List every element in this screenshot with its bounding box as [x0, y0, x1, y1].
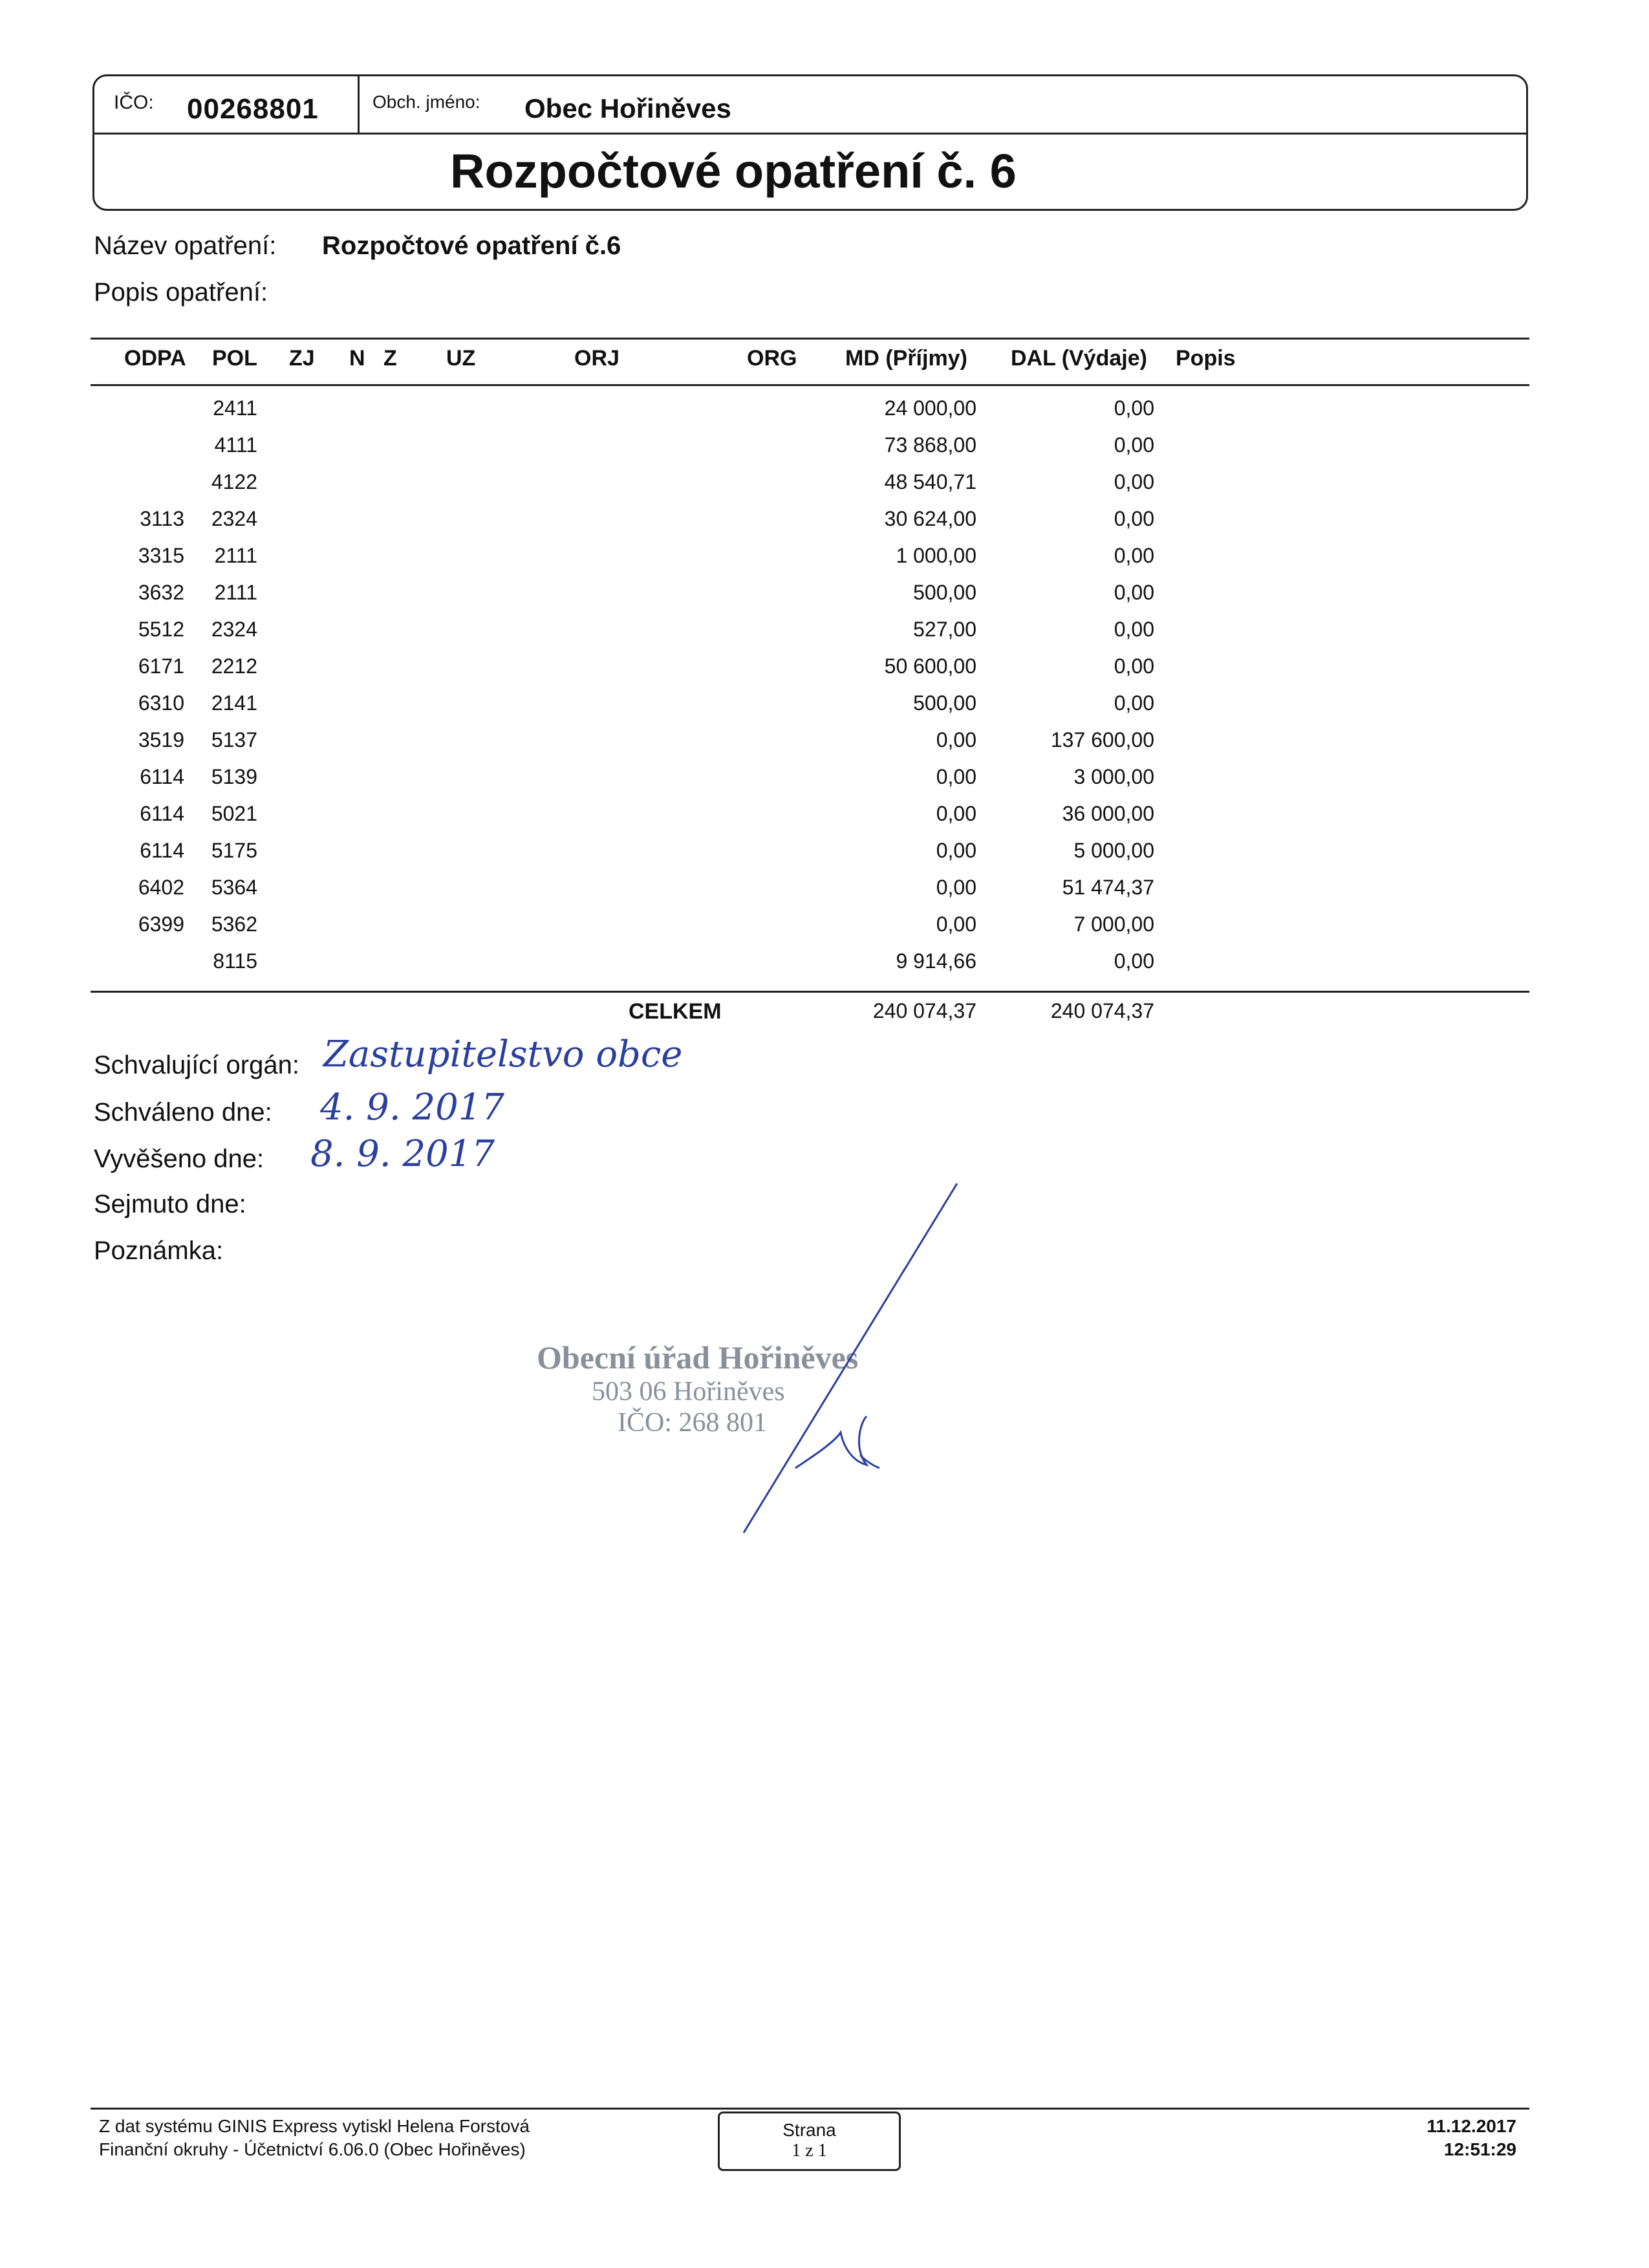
stamp-line-1: Obecní úřad Hořiněves — [537, 1339, 859, 1376]
cell-pol: 5021 — [211, 802, 257, 825]
cell-md: 0,00 — [936, 913, 976, 936]
cell-odpa: 3113 — [140, 507, 184, 530]
cell-odpa: 6310 — [138, 691, 184, 715]
col-orj: ORJ — [574, 346, 620, 371]
header-box — [92, 74, 1528, 211]
cell-md: 527,00 — [913, 618, 976, 641]
cell-pol: 4122 — [211, 470, 257, 493]
sejmuto-dne-label: Sejmuto dne: — [94, 1190, 246, 1218]
schvaleno-dne-label: Schváleno dne: — [94, 1098, 272, 1127]
cell-md: 0,00 — [936, 728, 976, 751]
header-separator — [358, 76, 360, 133]
cell-md: 1 000,00 — [896, 544, 976, 567]
cell-pol: 2411 — [213, 396, 257, 420]
cell-odpa: 6114 — [140, 765, 184, 788]
nazev-label: Název opatření: — [94, 232, 277, 260]
table-header-rule — [91, 384, 1529, 386]
footer-time: 12:51:29 — [1443, 2139, 1516, 2159]
total-md: 240 074,37 — [872, 999, 976, 1022]
cell-pol: 4111 — [214, 433, 257, 457]
cell-dal: 51 474,37 — [1062, 876, 1154, 899]
col-odpa: ODPA — [124, 346, 186, 371]
schvalujici-organ-handwritten: Zastupitelstvo obce — [323, 1033, 683, 1075]
cell-dal: 137 600,00 — [1050, 728, 1154, 751]
cell-pol: 2324 — [211, 507, 257, 530]
col-dal: DAL (Výdaje) — [1011, 346, 1147, 371]
cell-md: 0,00 — [936, 802, 976, 825]
schvaleno-dne-handwritten: 4. 9. 2017 — [320, 1086, 504, 1129]
cell-odpa: 6114 — [140, 802, 184, 825]
cell-md: 0,00 — [936, 839, 976, 862]
cell-odpa: 6399 — [138, 913, 184, 936]
col-uz: UZ — [446, 346, 476, 371]
ico-label: IČO: — [114, 92, 154, 113]
cell-pol: 2212 — [211, 654, 257, 678]
vyveseno-dne-label: Vyvěšeno dne: — [94, 1145, 264, 1173]
total-dal: 240 074,37 — [1050, 999, 1154, 1022]
col-pol: POL — [212, 346, 257, 371]
obch-jmeno-value: Obec Hořiněves — [524, 93, 731, 124]
cell-pol: 2111 — [214, 544, 257, 567]
col-popis: Popis — [1176, 346, 1236, 371]
document-title: Rozpočtové opatření č. 6 — [450, 144, 1017, 198]
cell-dal: 0,00 — [1114, 507, 1154, 530]
col-z: Z — [383, 346, 397, 371]
cell-dal: 36 000,00 — [1062, 802, 1154, 825]
cell-pol: 2324 — [211, 618, 257, 641]
cell-md: 9 914,66 — [896, 949, 976, 973]
cell-odpa: 3315 — [138, 544, 184, 567]
table-bottom-rule — [91, 991, 1529, 993]
cell-dal: 0,00 — [1114, 581, 1154, 604]
poznamka-label: Poznámka: — [94, 1237, 224, 1265]
office-stamp — [537, 1339, 858, 1438]
cell-odpa: 6402 — [138, 876, 184, 899]
cell-dal: 0,00 — [1114, 433, 1154, 457]
cell-dal: 0,00 — [1114, 654, 1154, 678]
cell-dal: 5 000,00 — [1073, 839, 1154, 862]
cell-md: 500,00 — [913, 581, 976, 604]
popis-label: Popis opatření: — [94, 278, 268, 307]
cell-odpa: 6114 — [140, 839, 184, 862]
cell-odpa: 3519 — [138, 728, 184, 751]
cell-pol: 5139 — [211, 765, 257, 788]
cell-md: 500,00 — [913, 691, 976, 715]
cell-md: 30 624,00 — [884, 507, 976, 530]
footer-line-1: Z dat systému GINIS Express vytiskl Helena Forstová — [99, 2116, 530, 2136]
cell-md: 73 868,00 — [884, 433, 976, 457]
nazev-value: Rozpočtové opatření č.6 — [322, 232, 621, 260]
col-org: ORG — [747, 346, 797, 371]
cell-dal: 0,00 — [1114, 949, 1154, 973]
cell-dal: 0,00 — [1114, 470, 1154, 493]
cell-pol: 5137 — [211, 728, 257, 751]
vyveseno-dne-handwritten: 8. 9. 2017 — [310, 1133, 495, 1175]
total-label: CELKEM — [629, 999, 722, 1024]
cell-md: 0,00 — [936, 765, 976, 788]
cell-md: 0,00 — [936, 876, 976, 899]
footer-rule — [91, 2108, 1529, 2110]
footer-date: 11.12.2017 — [1427, 2116, 1516, 2136]
cell-odpa: 5512 — [138, 618, 184, 641]
strana-label: Strana — [782, 2120, 836, 2140]
cell-pol: 5364 — [211, 876, 257, 899]
cell-pol: 2111 — [214, 581, 257, 604]
cell-md: 24 000,00 — [884, 396, 976, 420]
col-md: MD (Příjmy) — [845, 346, 967, 371]
stamp-line-3: IČO: 268 801 — [618, 1408, 767, 1438]
stamp-line-2: 503 06 Hořiněves — [592, 1377, 785, 1407]
col-zj: ZJ — [289, 346, 315, 371]
obch-jmeno-label: Obch. jméno: — [372, 92, 480, 112]
cell-dal: 0,00 — [1114, 544, 1154, 567]
cell-dal: 3 000,00 — [1073, 765, 1154, 788]
col-n: N — [349, 346, 365, 371]
cell-pol: 5175 — [211, 839, 257, 862]
cell-pol: 5362 — [211, 913, 257, 936]
cell-pol: 2141 — [211, 691, 257, 715]
strana-value: 1 z 1 — [792, 2141, 827, 2161]
cell-dal: 0,00 — [1114, 691, 1154, 715]
cell-dal: 7 000,00 — [1073, 913, 1154, 936]
header-divider — [94, 133, 1526, 135]
page-number-box — [718, 2111, 901, 2171]
ico-value: 00268801 — [187, 93, 319, 125]
schvalujici-organ-label: Schvalující orgán: — [94, 1051, 299, 1079]
cell-md: 48 540,71 — [884, 470, 976, 493]
cell-md: 50 600,00 — [884, 654, 976, 678]
cell-dal: 0,00 — [1114, 618, 1154, 641]
cell-dal: 0,00 — [1114, 396, 1154, 420]
cell-odpa: 6171 — [138, 654, 184, 678]
footer-line-2: Finanční okruhy - Účetnictví 6.06.0 (Obec Hořiněves) — [99, 2139, 526, 2159]
cell-odpa: 3632 — [138, 581, 184, 604]
table-top-rule — [91, 338, 1529, 340]
cell-pol: 8115 — [213, 949, 257, 973]
